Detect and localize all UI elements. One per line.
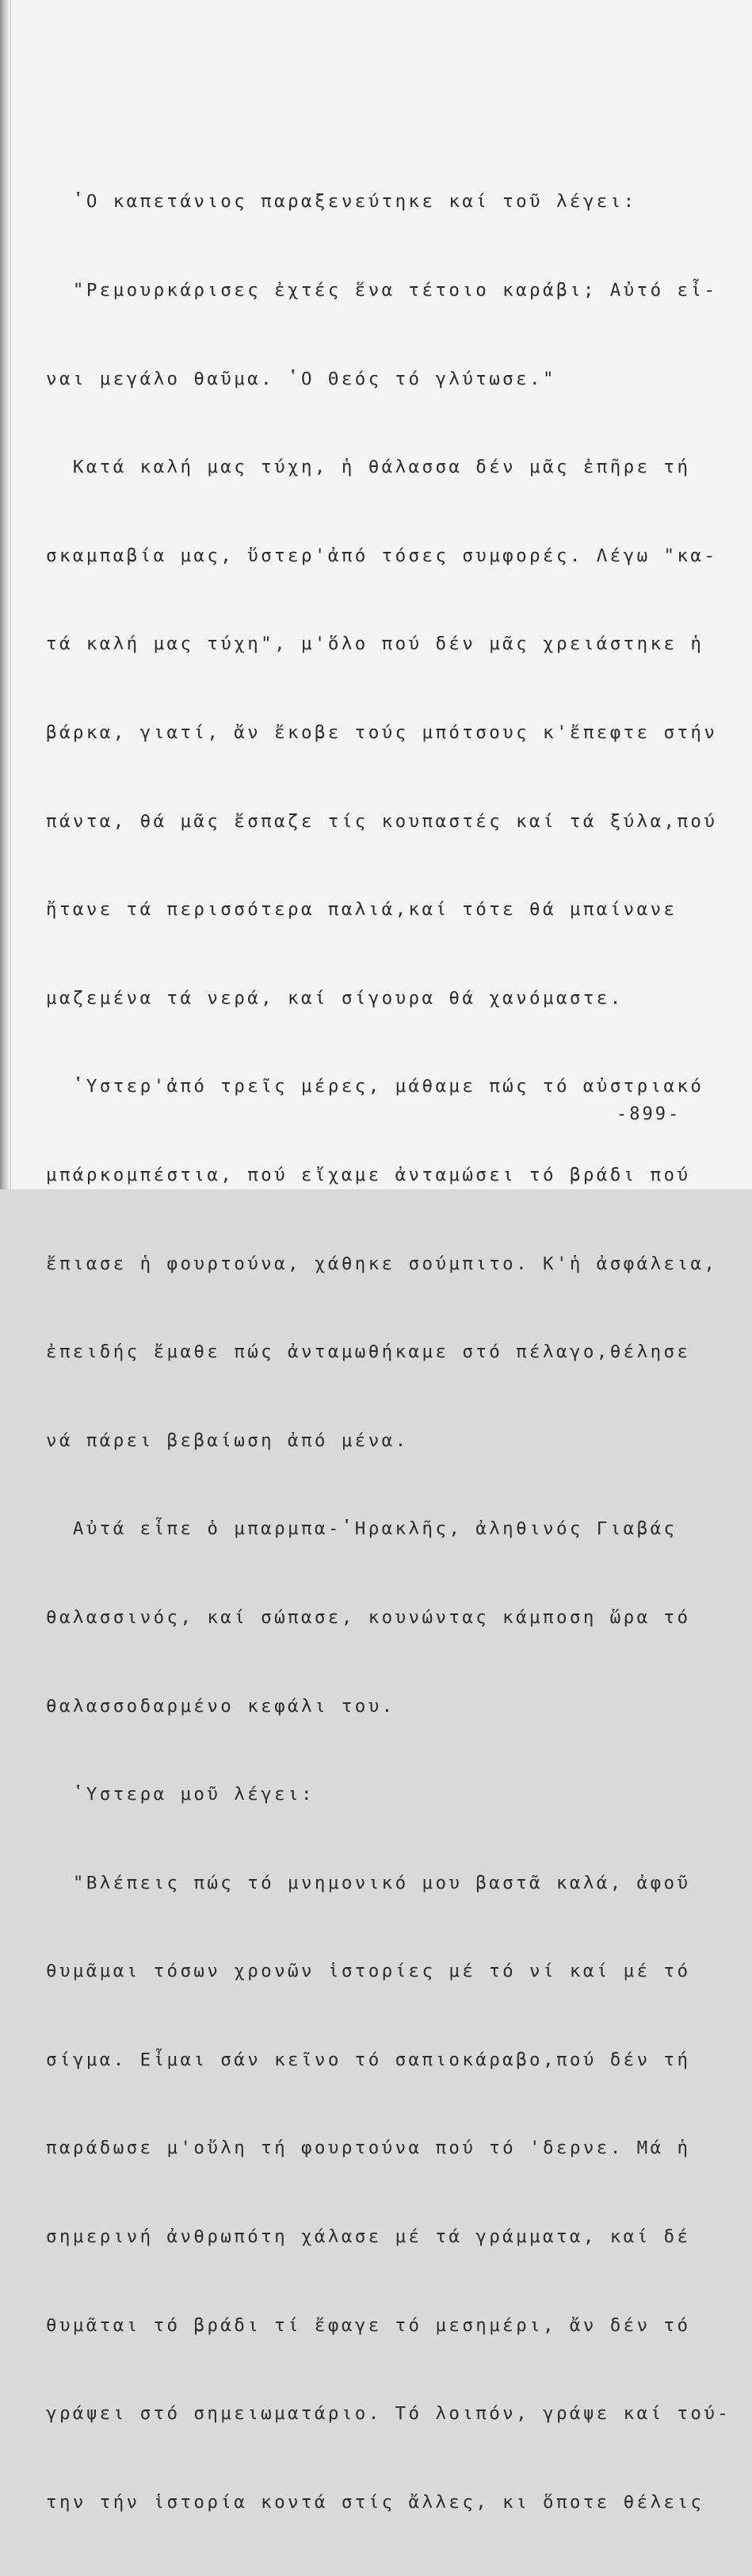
body-text <box>46 128 731 2576</box>
text-line: παράδωσε μ'οὔλη τή φουρτούνα πού τό 'δερνε. Μά ἡ <box>46 2138 691 2159</box>
text-line: μπάρκομπέστια, πού εἴχαμε ἀνταμώσει τό βράδι πού <box>46 1164 691 1185</box>
text-line: Αὐτά εἶπε ὁ μπαρμπα-ʽΗρακλῆς, ἀληθινός Γιαβάς <box>46 1518 678 1540</box>
text-line: σκαμπαβία μας, ὕστερ'ἀπό τόσες συμφορές. Λέγω "κα- <box>46 545 718 566</box>
binding-edge <box>0 0 9 1189</box>
text-line: πάντα, θά μᾶς ἔσπαζε τίς κουπαστές καί τά ξύλα,πού <box>46 810 718 832</box>
text-line: μαζεμένα τά νερά, καί σίγουρα θά χανόμαστε. <box>46 987 624 1009</box>
text-line: τά καλή μας τύχη", μ'ὅλο πού δέν μᾶς χρειάστηκε ἡ <box>46 633 704 655</box>
text-line: ʽΥστερα μοῦ λέγει: <box>46 1784 315 1805</box>
text-line: θαλασσοδαρμένο κεφάλι του. <box>46 1695 395 1717</box>
text-line: γράψει στό σημειωματάριο. Τό λοιπόν, γράψε καί τού- <box>46 2403 731 2425</box>
text-line: ναι μεγάλο θαῦμα. ʽΟ Θεός τό γλύτωσε." <box>46 368 556 389</box>
text-line: νά πάρει βεβαίωση ἀπό μένα. <box>46 1430 409 1451</box>
text-line: ʽΟ καπετάνιος παραξενεύτηκε καί τοῦ λέγει: <box>46 191 637 212</box>
text-line: "Ρεμουρκάρισες ἐχτές ἕνα τέτοιο καράβι; Αὐτό εἶ- <box>46 280 718 300</box>
text-line: σίγμα. Εἶμαι σάν κεῖνο τό σαπιοκάραβο,πού δέν τή <box>46 2049 691 2070</box>
text-line: ἤτανε τά περισσότερα παλιά,καί τότε θά μπαίνανε <box>46 899 678 921</box>
text-line: ʽΥστερ'ἀπό τρεῖς μέρες, μάθαμε πώς τό αὐστριακό <box>46 1076 704 1097</box>
text-line: θαλασσινός, καί σώπασε, κουνώντας κάμποση ὥρα τό <box>46 1606 691 1628</box>
text-line: σημερινή ἀνθρωπότη χάλασε μέ τά γράμματα, καί δέ <box>46 2226 691 2248</box>
text-line: ἐπειδής ἔμαθε πώς ἀνταμωθήκαμε στό πέλαγο,θέλησε <box>46 1342 691 1363</box>
binding-line <box>10 0 11 1189</box>
text-line: ἔπιασε ἡ φουρτούνα, χάθηκε σούμπιτο. Κ'ἡ ἀσφάλεια, <box>46 1253 718 1274</box>
text-line: "Βλέπεις πώς τό μνημονικό μου βαστᾶ καλά, ἀφοῦ <box>46 1872 691 1893</box>
text-line: θυμᾶται τό βράδι τί ἔφαγε τό μεσημέρι, ἄν δέν τό <box>46 2314 691 2336</box>
text-line: βάρκα, γιατί, ἄν ἔκοβε τούς μπότσους κ'ἔπεφτε στήν <box>46 722 718 743</box>
text-line: θυμᾶμαι τόσων χρονῶν ἱστορίες μέ τό νί καί μέ τό <box>46 1961 691 1982</box>
page-number: -899- <box>616 1104 681 1124</box>
text-line: την τήν ἱστορία κοντά στίς ἄλλες, κι ὅποτε θέλεις <box>46 2491 704 2513</box>
text-line: Κατά καλή μας τύχη, ἡ θάλασσα δέν μᾶς ἐπῆρε τή <box>46 457 691 478</box>
